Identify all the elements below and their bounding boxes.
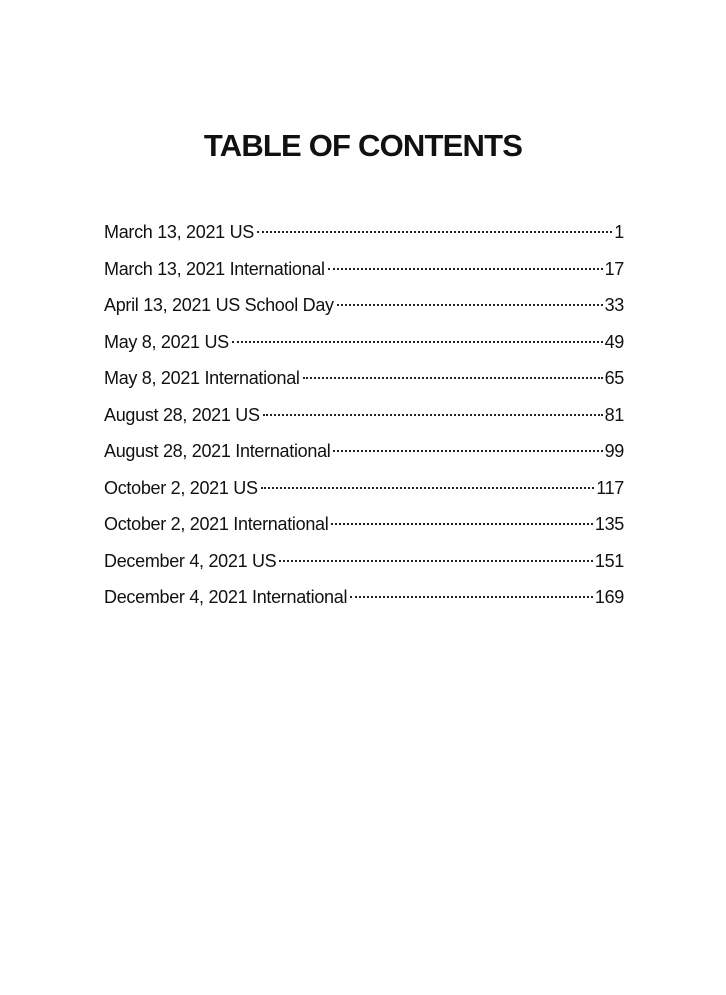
toc-entry-page-number: 151 (594, 550, 624, 571)
toc-entry (104, 324, 624, 361)
page-title: TABLE OF CONTENTS (203, 128, 523, 163)
toc-entry-page-number: 81 (604, 404, 624, 425)
toc-entry-page-number: 169 (594, 587, 624, 607)
dot-leader (279, 560, 592, 562)
dot-leader (303, 377, 603, 379)
toc-entry-page-number: 99 (604, 441, 624, 461)
toc-entry-label: December 4, 2021 US (104, 550, 277, 571)
toc-entry-label: August 28, 2021 International (104, 441, 331, 461)
toc-entry-page-number: 17 (604, 258, 624, 279)
toc-entry (104, 470, 624, 507)
toc-entry (104, 506, 624, 543)
dot-leader (261, 487, 595, 489)
dot-leader (232, 341, 603, 343)
dot-leader (328, 268, 603, 270)
dot-leader (331, 523, 592, 525)
toc-list (104, 214, 624, 616)
toc-entry-page-number: 117 (596, 477, 624, 498)
dot-leader (337, 304, 603, 306)
dot-leader (257, 231, 612, 233)
toc-entry-label: December 4, 2021 International (104, 587, 348, 607)
toc-entry-label: March 13, 2021 US (104, 222, 254, 242)
dot-leader (350, 596, 593, 598)
toc-entry (104, 433, 624, 470)
dot-leader (333, 450, 602, 452)
toc-entry-page-number: 33 (604, 295, 624, 315)
toc-entry (104, 397, 624, 434)
toc-entry (104, 214, 624, 251)
toc-entry-label: April 13, 2021 US School Day (104, 295, 334, 315)
dot-leader (263, 414, 603, 416)
toc-entry-label: March 13, 2021 International (104, 258, 325, 279)
toc-entry-page-number: 135 (594, 514, 624, 534)
toc-entry (104, 251, 624, 288)
toc-entry-label: October 2, 2021 International (104, 514, 329, 534)
toc-entry-label: August 28, 2021 US (104, 404, 260, 425)
toc-entry (104, 543, 624, 580)
toc-entry (104, 579, 624, 616)
toc-entry (104, 360, 624, 397)
toc-entry-page-number: 49 (604, 331, 624, 352)
toc-entry-page-number: 1 (614, 222, 624, 242)
toc-entry-label: May 8, 2021 International (104, 368, 300, 388)
toc-entry-page-number: 65 (604, 368, 624, 388)
toc-entry-label: May 8, 2021 US (104, 331, 229, 352)
toc-entry-label: October 2, 2021 US (104, 477, 258, 498)
toc-entry (104, 287, 624, 324)
